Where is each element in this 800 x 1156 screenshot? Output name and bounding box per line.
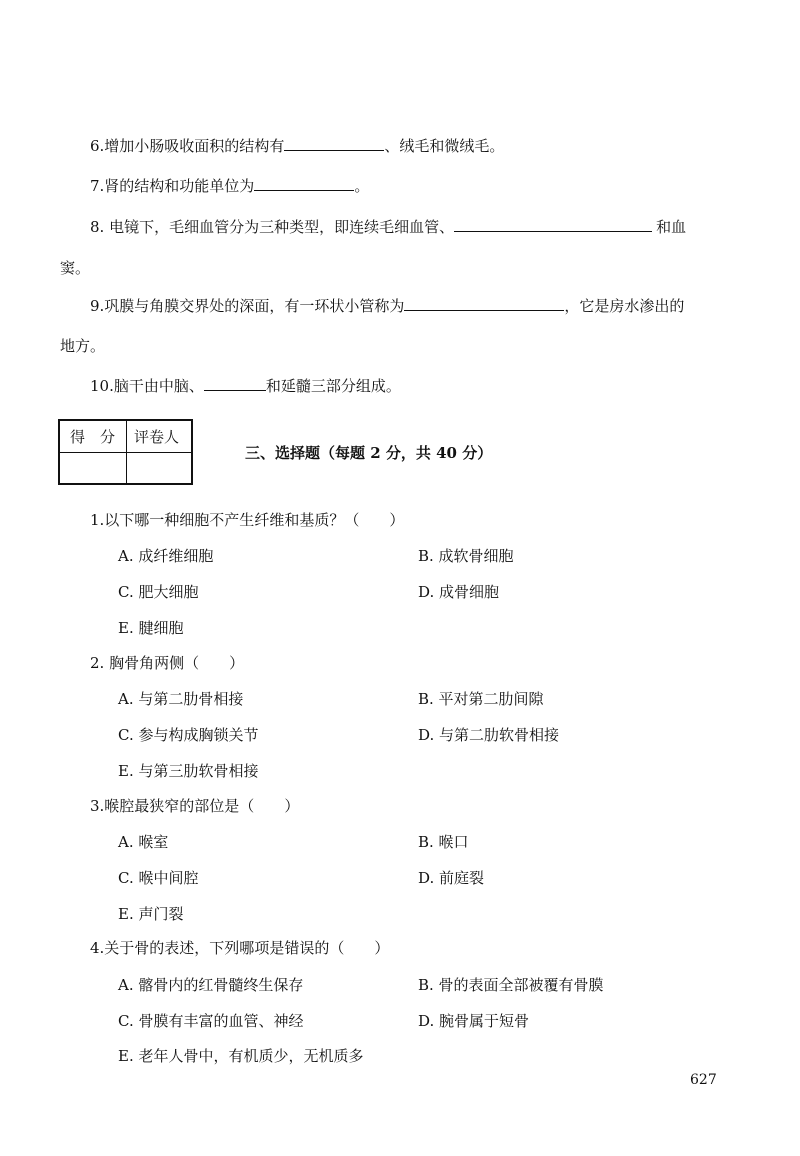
question-6-text-end: 、绒毛和微绒毛。 [384,137,505,155]
question-7-text: 7.肾的结构和功能单位为 [90,177,255,195]
option-c[interactable]: C. 参与构成胸锁关节 [118,726,259,744]
grader-cell[interactable] [127,453,191,483]
option-a[interactable]: A. 与第二肋骨相接 [118,690,244,708]
answer-blank[interactable] [404,296,564,311]
option-a[interactable]: A. 成纤维细胞 [118,547,214,565]
option-a[interactable]: A. 髂骨内的红骨髓终生保存 [118,976,304,994]
option-b[interactable]: B. 平对第二肋间隙 [418,690,544,708]
question-9-continued: 地方。 [60,337,106,355]
question-stem: 4.关于骨的表述，下列哪项是错误的（ ） [90,939,390,957]
question-7-text-end: 。 [354,177,370,195]
option-d[interactable]: D. 成骨细胞 [418,583,500,601]
option-d[interactable]: D. 腕骨属于短骨 [418,1012,530,1030]
option-c[interactable]: C. 喉中间腔 [118,869,199,887]
question-10 [90,376,401,396]
question-8 [90,217,686,237]
option-e[interactable]: E. 腱细胞 [118,619,184,637]
question-6 [90,136,504,156]
option-b[interactable]: B. 成软骨细胞 [418,547,514,565]
option-e[interactable]: E. 声门裂 [118,905,184,923]
question-8-text: 8. 电镜下，毛细血管分为三种类型，即连续毛细血管、 [90,218,455,236]
question-9 [90,296,684,316]
question-9-text-end: ，它是房水渗出的 [564,297,685,315]
answer-blank[interactable] [284,136,384,151]
question-7 [90,176,369,196]
answer-blank[interactable] [204,376,266,391]
question-6-text: 6.增加小肠吸收面积的结构有 [90,137,285,155]
option-b[interactable]: B. 喉口 [418,833,469,851]
answer-blank[interactable] [454,217,652,232]
question-9-text: 9.巩膜与角膜交界处的深面，有一环状小管称为 [90,297,405,315]
answer-blank[interactable] [254,176,354,191]
question-10-text: 10.脑干由中脑、 [90,377,204,395]
page-number: 627 [690,1072,717,1088]
score-cell[interactable] [60,453,126,483]
option-d[interactable]: D. 前庭裂 [418,869,485,887]
option-a[interactable]: A. 喉室 [118,833,169,851]
question-stem: 2. 胸骨角两侧（ ） [90,654,245,672]
score-table [58,419,193,485]
section-title: 三、选择题（每题 2 分，共 40 分） [245,444,493,462]
score-label: 得 分 [70,428,116,446]
option-c[interactable]: C. 骨膜有丰富的血管、神经 [118,1012,304,1030]
question-stem: 1.以下哪一种细胞不产生纤维和基质？（ ） [90,511,405,529]
question-stem: 3.喉腔最狭窄的部位是（ ） [90,797,300,815]
question-10-text-end: 和延髓三部分组成。 [265,377,401,395]
question-8-continued: 窦。 [60,259,91,277]
question-8-text-end: 和血 [656,218,687,236]
option-b[interactable]: B. 骨的表面全部被覆有骨膜 [418,976,604,994]
option-e[interactable]: E. 老年人骨中，有机质少，无机质多 [118,1047,364,1065]
option-d[interactable]: D. 与第二肋软骨相接 [418,726,560,744]
option-c[interactable]: C. 肥大细胞 [118,583,199,601]
grader-label: 评卷人 [134,428,180,446]
option-e[interactable]: E. 与第三肋软骨相接 [118,762,259,780]
